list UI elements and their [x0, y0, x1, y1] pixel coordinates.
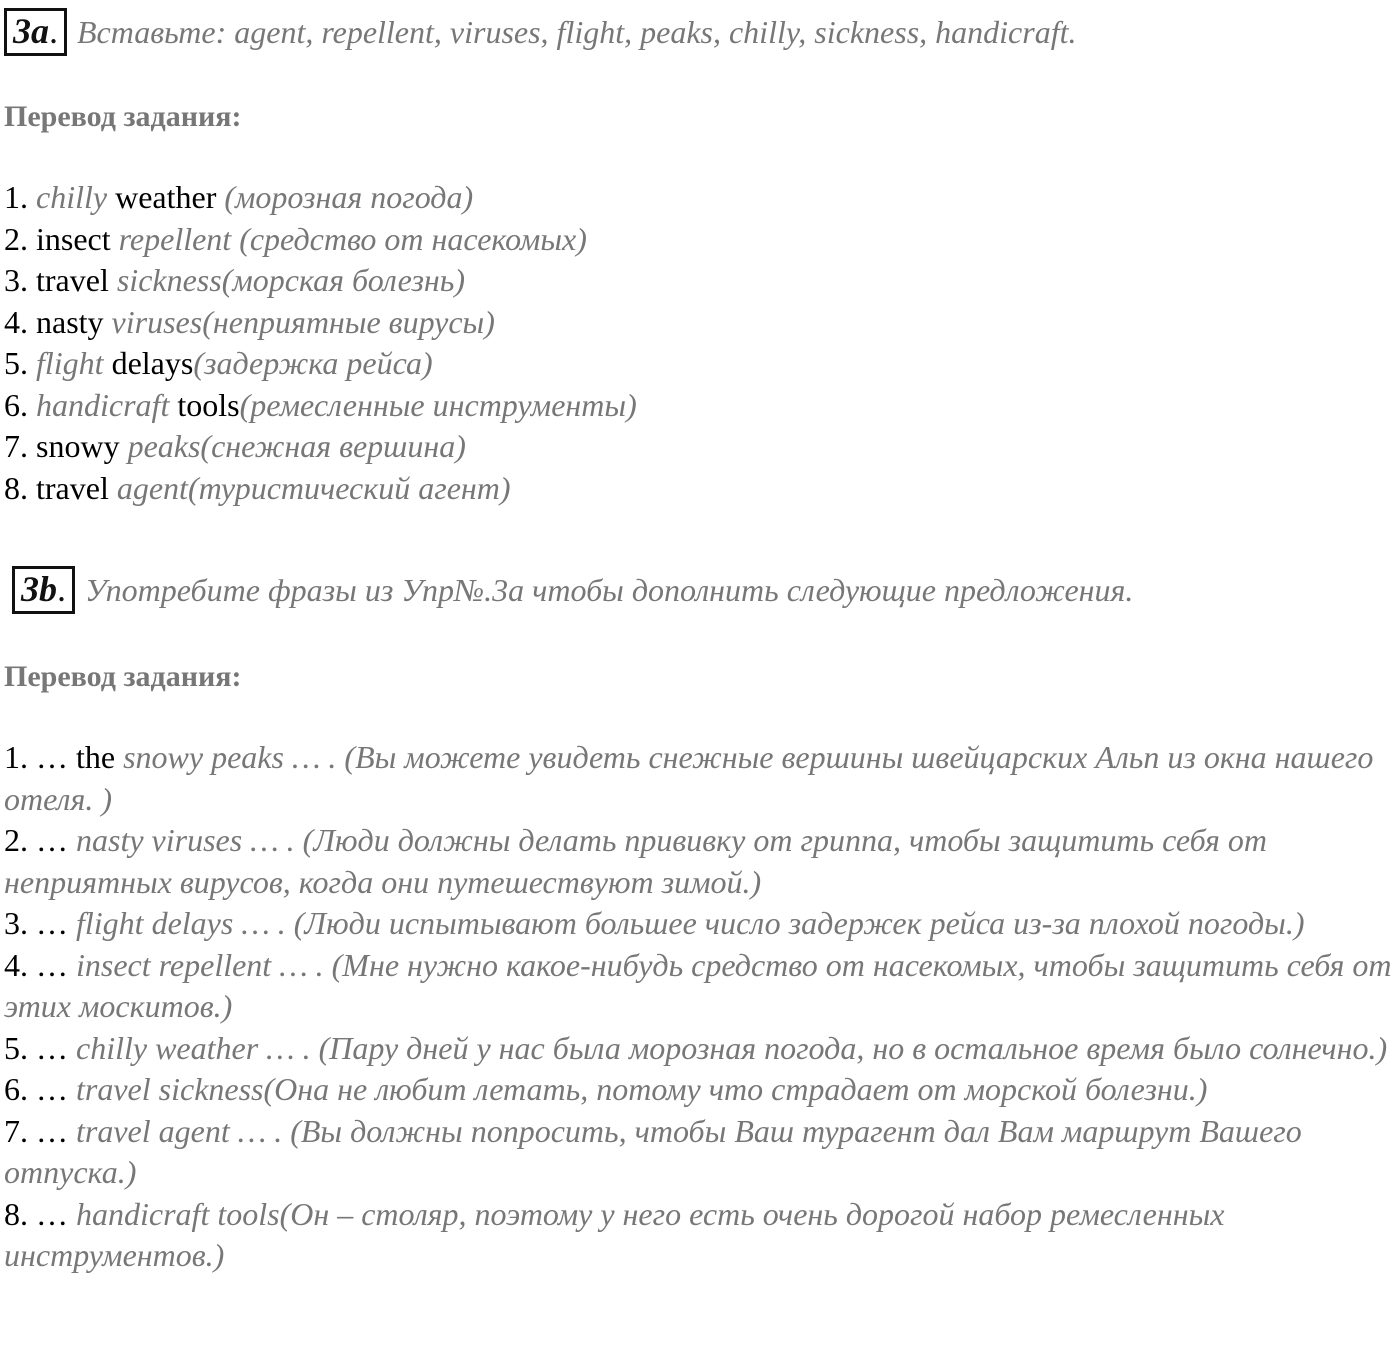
task-3a-label: 3a	[13, 11, 49, 51]
task-3a-instruction: Вставьте: agent, repellent, viruses, flight, peaks, chilly, sickness, handicraft.	[77, 13, 1077, 50]
task-3b-label: 3b	[21, 569, 57, 609]
task-3a-translation-heading: Перевод задания:	[4, 100, 242, 133]
list-item: 1. … the snowy peaks … . (Вы можете увидеть снежные вершины швейцарских Альп из окна нашего отеля. )	[4, 739, 1374, 817]
task-3a-answer-list	[4, 177, 1396, 509]
list-item: 6. … travel sickness(Она не любит летать, потому что страдает от морской болезни.)	[4, 1071, 1208, 1107]
task-3b-translation-heading: Перевод задания:	[4, 660, 242, 693]
list-item: 3. travel sickness(морская болезнь)	[4, 262, 466, 298]
task-3a-number-box	[4, 8, 67, 56]
list-item: 4. nasty viruses(неприятные вирусы)	[4, 303, 495, 340]
list-item: 8. … handicraft tools(Он – столяр, поэтому у него есть очень дорогой набор ремесленных инструментов.)	[4, 1195, 1225, 1273]
list-item: 2. … nasty viruses … . (Люди должны делать прививку от гриппа, чтобы защитить себя от неприятных вирусов, когда они путешествуют зимой.)	[4, 822, 1267, 900]
list-item: 6. handicraft tools(ремесленные инструменты)	[4, 386, 637, 423]
list-item: 5. flight delays(задержка рейса)	[4, 345, 433, 381]
task-3b-instruction: Употребите фразы из Упр№.3а чтобы дополнить следующие предложения.	[85, 571, 1134, 608]
task-3b-header	[12, 566, 1133, 614]
task-3b-dot: .	[57, 569, 66, 609]
list-item: 1. chilly weather (морозная погода)	[4, 179, 474, 215]
list-item: 7. snowy peaks(снежная вершина)	[4, 428, 466, 464]
task-3a-dot: .	[49, 11, 58, 51]
task-3b-number-box	[12, 566, 75, 614]
list-item: 4. … insect repellent … . (Мне нужно какое-нибудь средство от насекомых, чтобы защитить себя от этих москитов.)	[4, 946, 1392, 1024]
task-3a-header	[4, 8, 1076, 56]
list-item: 7. … travel agent … . (Вы должны попросить, чтобы Ваш турагент дал Вам маршрут Вашего отпуска.)	[4, 1112, 1302, 1190]
list-item: 8. travel agent(туристический агент)	[4, 469, 511, 506]
list-item: 3. … flight delays … . (Люди испытывают большее число задержек рейса из-за плохой погоды.)	[4, 905, 1305, 941]
list-item: 5. … chilly weather … . (Пару дней у нас была морозная погода, но в остальное время было солнечно.)	[4, 1029, 1388, 1066]
list-item: 2. insect repellent (средство от насекомых)	[4, 220, 587, 257]
task-3b-answer-list	[4, 737, 1396, 1277]
